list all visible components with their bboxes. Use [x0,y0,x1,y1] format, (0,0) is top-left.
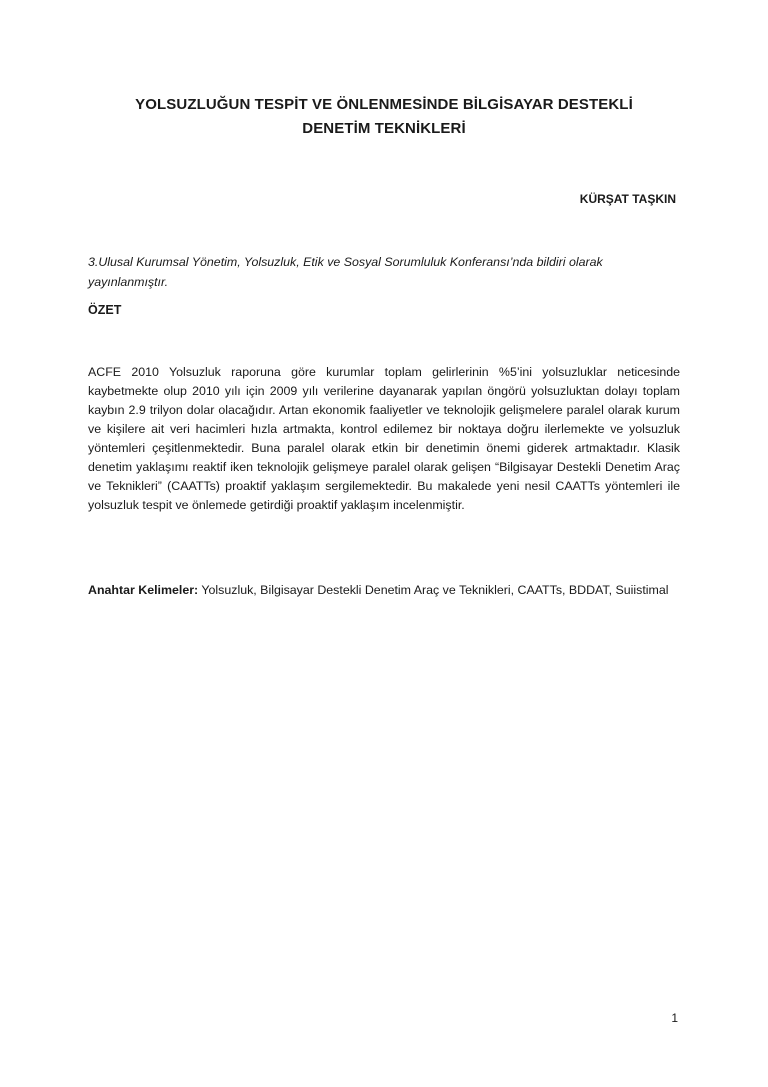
title-line-2: DENETİM TEKNİKLERİ [302,120,466,137]
keywords [88,580,680,600]
author-name: KÜRŞAT TAŞKIN [579,192,676,206]
publication-note: 3.Ulusal Kurumsal Yönetim, Yolsuzluk, Etik ve Sosyal Sorumluluk Konferansı’nda bildiri olarak yayınlanmıştır. [88,255,603,289]
keywords-text: Yolsuzluk, Bilgisayar Destekli Denetim Araç ve Teknikleri, CAATTs, BDDAT, Suiistimal [198,583,669,597]
page-number: 1 [671,1011,678,1025]
keywords-label: Anahtar Kelimeler: [88,583,199,597]
abstract-text: ACFE 2010 Yolsuzluk raporuna göre kurumlar toplam gelirlerinin %5’ini yolsuzluklar neticesinde kaybetmekte olup 2010 yılı için 2009 yılı verilerine dayanarak yapılan öngörü yolsuzluktan dolayı toplam kaybın 2.9 trilyon dolar olacağıdır. Artan ekonomik faaliyetler ve teknolojik gelişmelere paralel olarak kurum ve kişilere ait veri hacimleri hızla artmakta, kontrol edilemez bir noktaya doğru ilerlemekte ve yolsuzluk yöntemleri çeşitlenmektedir. Buna paralel olarak etkin bir denetimin önemi giderek artmaktadır. Klasik denetim yaklaşımı reaktif iken teknolojik gelişmeye paralel olarak gelişen “Bilgisayar Destekli Denetim Araç ve Teknikleri” (CAATTs) proaktif yaklaşım sergilemektedir. Bu makalede yeni nesil CAATTs yöntemleri ile yolsuzluk tespit ve önlemede getirdiği proaktif yaklaşım incelenmiştir. [88,365,680,512]
title-line-1: YOLSUZLUĞUN TESPİT VE ÖNLENMESİNDE BİLGİSAYAR DESTEKLİ [135,96,633,113]
document-title [88,93,680,141]
abstract-heading: ÖZET [88,303,122,317]
